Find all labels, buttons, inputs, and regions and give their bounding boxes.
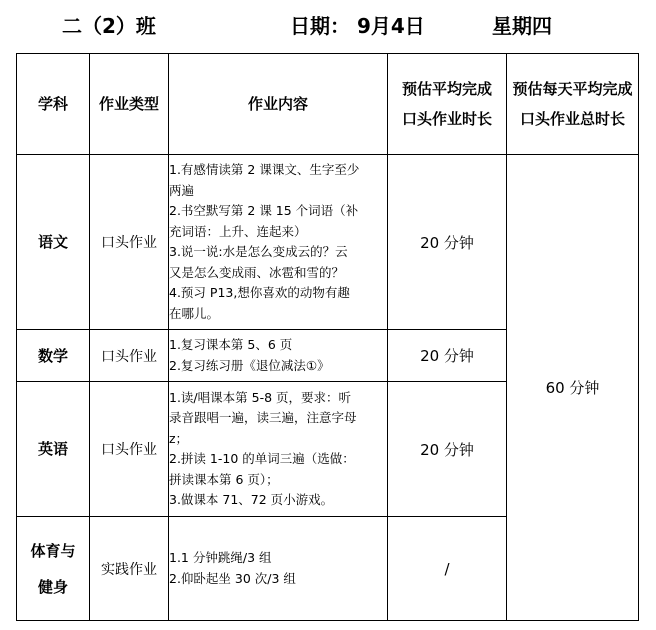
weekday-label: 星期四 [492, 14, 552, 38]
total-duration-cell: 60 分钟 [507, 155, 639, 621]
subject-text: 英语 [37, 440, 68, 458]
header-text: 作业类型 [98, 95, 159, 113]
header-text: 口头作业时长 [401, 110, 492, 128]
content-line: 2.拼读 1-10 的单词三遍（选做： [169, 451, 355, 466]
homework-content-cell [169, 155, 388, 330]
col-header-avg-duration [388, 54, 507, 155]
avg-duration-cell: 20 分钟 [388, 330, 507, 382]
header-text: 作业内容 [247, 95, 308, 113]
content-line: 3.说一说:水是怎么变成云的？云 [169, 244, 348, 259]
homework-type-cell: 口头作业 [90, 155, 169, 330]
content-line: 1.1 分钟跳绳/3 组 [169, 550, 272, 565]
page-header [0, 6, 656, 42]
content-line: 1.复习课本第 5、6 页 [169, 337, 293, 352]
subject-text: 语文 [37, 233, 68, 251]
content-line: 两遍 [169, 182, 195, 198]
subject-cell [17, 517, 90, 621]
col-header-subject [17, 54, 90, 155]
homework-type-cell: 口头作业 [90, 382, 169, 517]
homework-content-cell [169, 517, 388, 621]
col-header-content [169, 54, 388, 155]
avg-duration-cell: 20 分钟 [388, 155, 507, 330]
subject-text: 数学 [37, 346, 68, 365]
table-row [17, 155, 639, 330]
header-text: 口头作业总时长 [519, 110, 625, 128]
content-line: 在哪儿。 [169, 305, 220, 321]
subject-text: 健身 [37, 577, 68, 596]
header-text: 预估每天平均完成 [512, 80, 633, 98]
table-header-row [17, 54, 639, 155]
content-line: 拼读课本第 6 页）； [169, 471, 279, 487]
header-text: 预估平均完成 [401, 80, 492, 98]
subject-cell [17, 155, 90, 330]
col-header-total-duration [507, 54, 639, 155]
avg-duration-cell: 20 分钟 [388, 382, 507, 517]
content-line: 1.读/唱课本第 5-8 页，要求：听 [169, 389, 352, 405]
avg-duration-cell: / [388, 517, 507, 621]
content-line: 4.预习 P13,想你喜欢的动物有趣 [169, 285, 350, 300]
date-label: 日期： 9月4日 [290, 14, 425, 38]
content-line: 2.仰卧起坐 30 次/3 组 [169, 570, 296, 586]
content-line: z； [169, 430, 189, 446]
col-header-type [90, 54, 169, 155]
homework-content-cell [169, 330, 388, 382]
content-line: 充词语：上升、连起来） [169, 223, 307, 239]
subject-cell [17, 330, 90, 382]
content-line: 1.有感情读第 2 课课文、生字至少 [169, 162, 360, 177]
subject-cell [17, 382, 90, 517]
content-line: 又是怎么变成雨、冰雹和雪的？ [169, 264, 345, 280]
class-label: 二（2）班 [62, 14, 156, 38]
homework-table [16, 53, 639, 621]
content-line: 录音跟唱一遍，读三遍，注意字母 [169, 410, 357, 425]
homework-content-cell [169, 382, 388, 517]
content-line: 2.书空默写第 2 课 15 个词语（补 [169, 203, 359, 218]
homework-type-cell: 实践作业 [90, 517, 169, 621]
content-line: 2.复习练习册《退位减法①》 [169, 357, 330, 373]
header-text: 学科 [37, 95, 68, 113]
homework-type-cell: 口头作业 [90, 330, 169, 382]
subject-text: 体育与 [30, 541, 76, 560]
content-line: 3.做课本 71、72 页小游戏。 [169, 492, 334, 507]
